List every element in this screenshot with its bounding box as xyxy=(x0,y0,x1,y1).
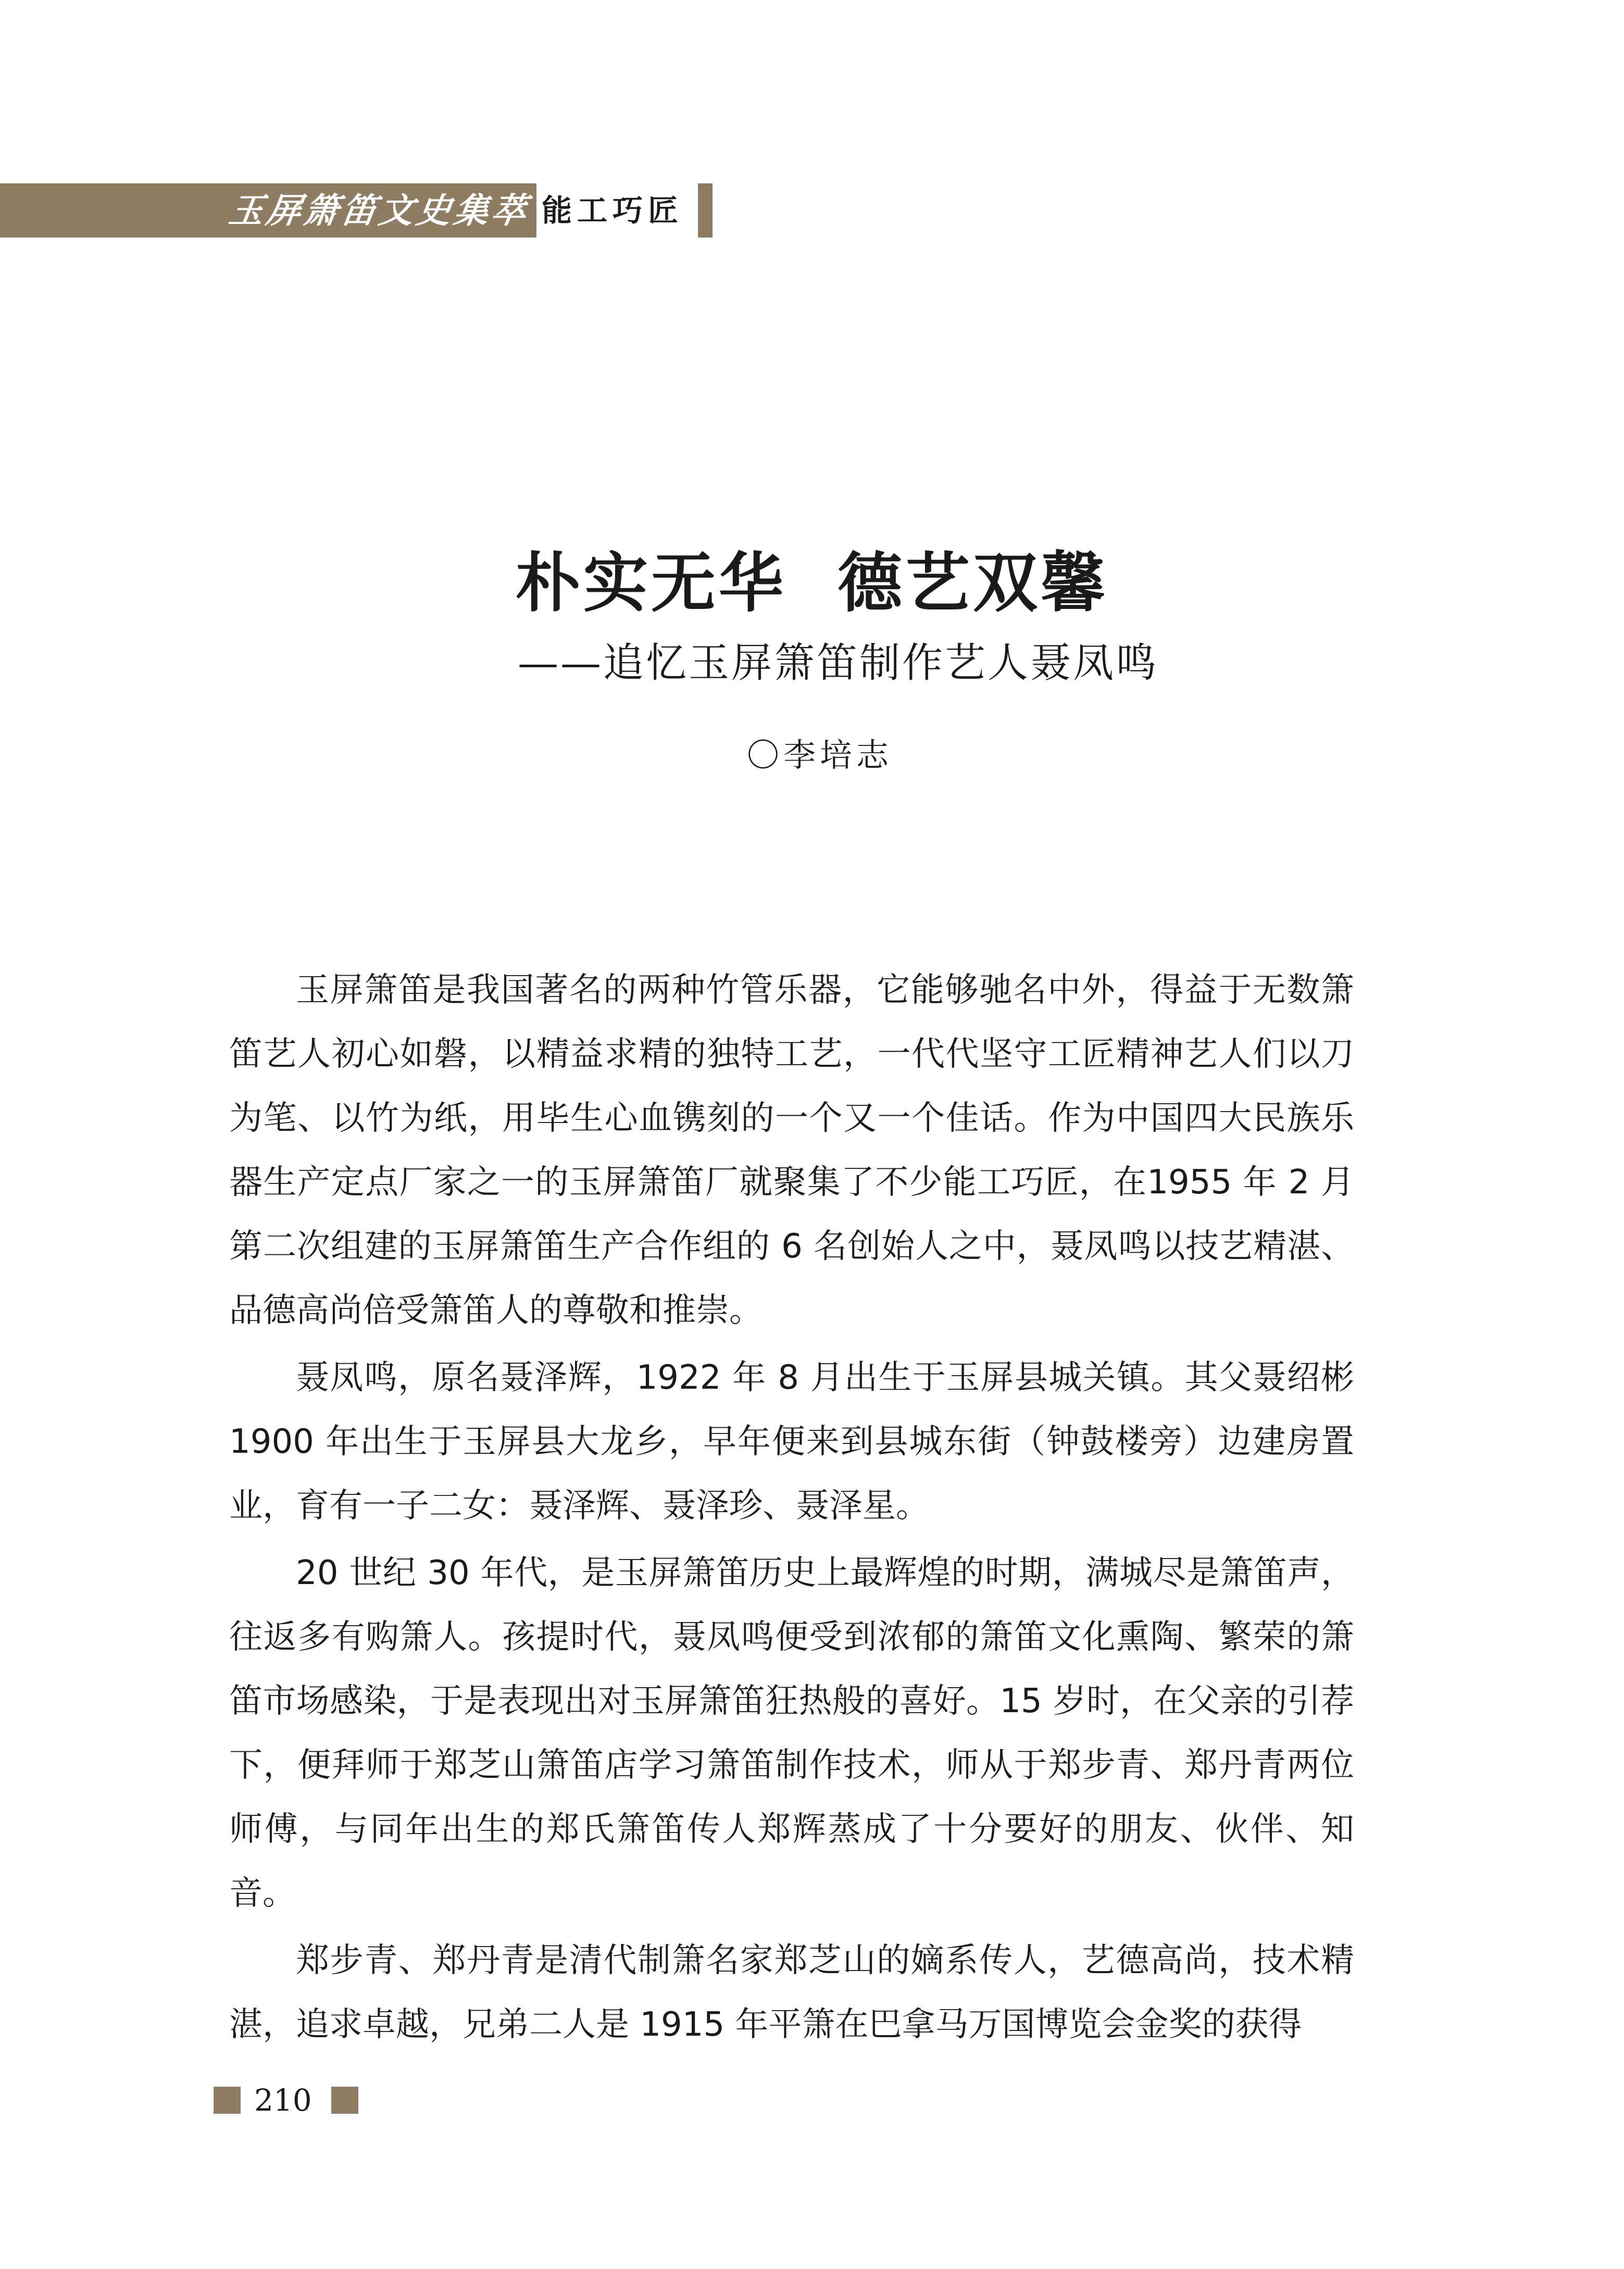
series-title-logo: 玉屏箫笛文史集萃 xyxy=(226,190,532,231)
footer-square-right xyxy=(331,2087,358,2114)
article-title: 朴实无华 德艺双馨 xyxy=(515,545,1109,621)
article-body xyxy=(229,958,1354,2060)
paragraph: 玉屏箫笛是我国著名的两种竹管乐器，它能够驰名中外，得益于无数箫笛艺人初心如磐，以精益求精的独特工艺，一代代坚守工匠精神艺人们以刀为笔、以竹为纸，用毕生心血镌刻的一个又一个佳话。作为中国四大民族乐器生产定点厂家之一的玉屏箫笛厂就聚集了不少能工巧匠，在1955 年 2 月第二次组建的玉屏箫笛生产合作组的 6 名创始人之中，聂凤鸣以技艺精湛、品德高尚倍受箫笛人的尊敬和推崇。 xyxy=(229,971,1354,1330)
article-subtitle: ——追忆玉屏箫笛制作艺人聂凤鸣 xyxy=(517,640,1158,687)
header-end-block xyxy=(698,183,713,238)
paragraph: 20 世纪 30 年代，是玉屏箫笛历史上最辉煌的时期，满城尽是箫笛声，往返多有购箫人。孩提时代，聂凤鸣便受到浓郁的箫笛文化熏陶、繁荣的箫笛市场感染，于是表现出对玉屏箫笛狂热般的喜好。15 岁时，在父亲的引荐下，便拜师于郑芝山箫笛店学习箫笛制作技术，师从于郑步青、郑丹青两位师傅，与同年出生的郑氏箫笛传人郑辉蒸成了十分要好的朋友、伙伴、知音。 xyxy=(229,1554,1354,1913)
page-number: 210 xyxy=(254,2083,312,2118)
paragraph: 聂凤鸣，原名聂泽辉，1922 年 8 月出生于玉屏县城关镇。其父聂绍彬1900 年出生于玉屏县大龙乡，早年便来到县城东街（钟鼓楼旁）边建房置业，育有一子二女：聂泽辉、聂泽珍、聂泽星。 xyxy=(229,1358,1354,1525)
article-author: 〇李培志 xyxy=(746,736,893,774)
footer-square-left xyxy=(214,2087,241,2114)
header-divider xyxy=(536,183,540,238)
section-label: 能工巧匠 xyxy=(542,193,684,228)
paragraph: 郑步青、郑丹青是清代制箫名家郑芝山的嫡系传人，艺德高尚，技术精湛，追求卓越，兄弟二人是 1915 年平箫在巴拿马万国博览会金奖的获得 xyxy=(229,1941,1354,2044)
